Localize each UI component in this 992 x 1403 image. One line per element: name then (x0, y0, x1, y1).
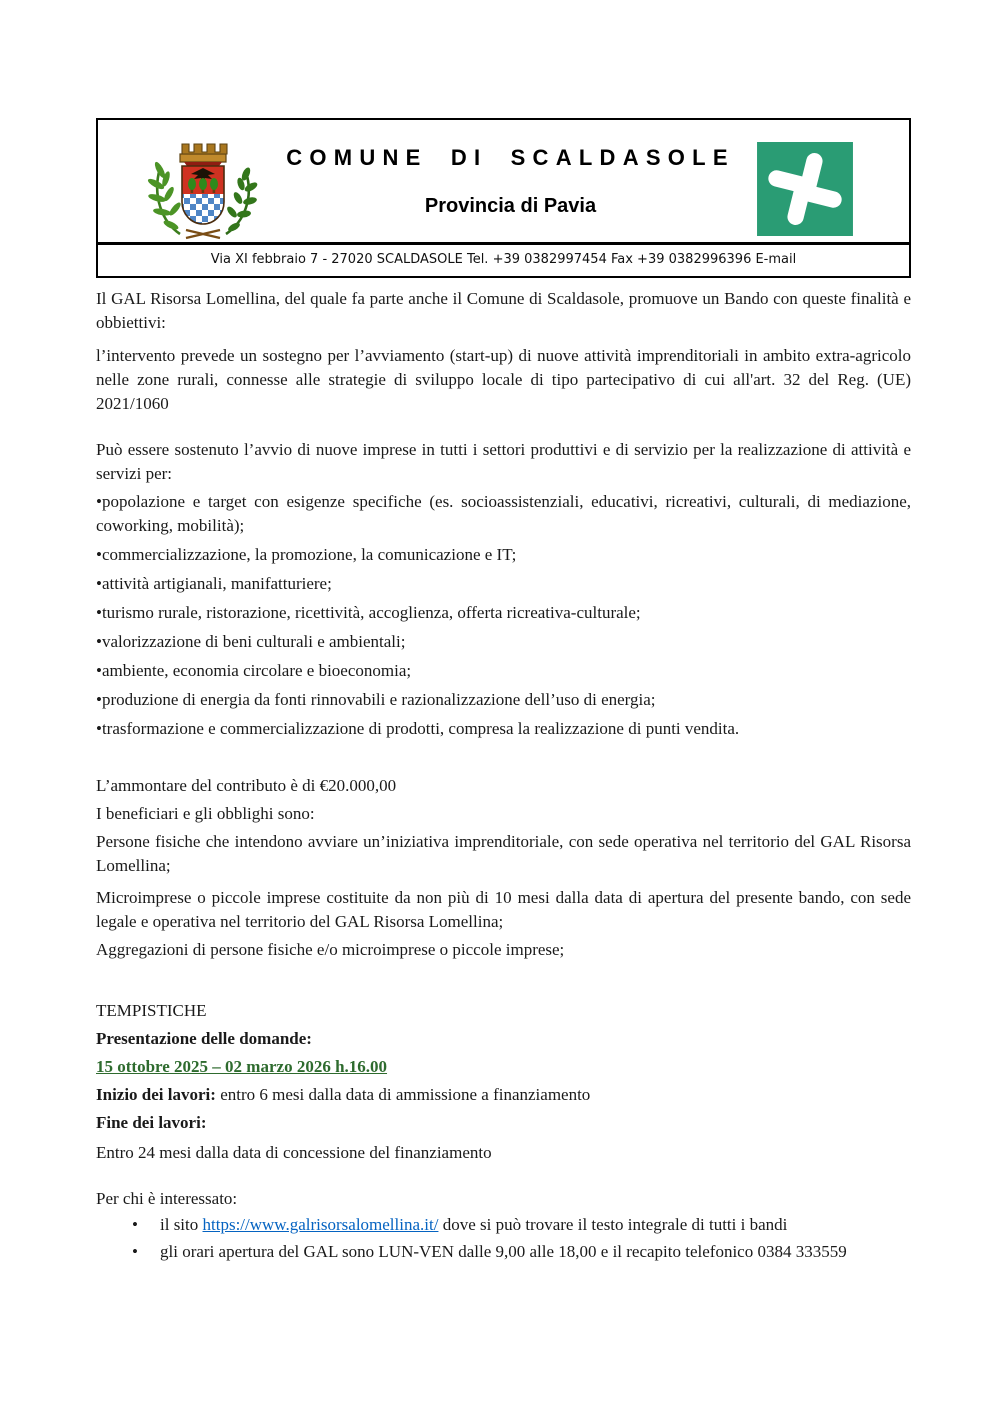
sector-bullet-item: • valorizzazione di beni culturali e ambientali; (96, 630, 911, 654)
website-list-item (96, 1213, 911, 1237)
sector-bullet-item: • commercializzazione, la promozione, la comunicazione e IT; (96, 543, 911, 567)
sector-bullet-list (96, 490, 911, 741)
crossed-stems (186, 230, 220, 238)
inizio-lavori-line (96, 1083, 911, 1107)
interested-list (96, 1213, 911, 1264)
document-body (96, 287, 911, 1264)
letterhead-main-row (98, 120, 909, 242)
letterhead (96, 118, 911, 278)
fine-lavori-text: Entro 24 mesi dalla data di concessione del finanziamento (96, 1143, 492, 1162)
tempistiche-heading: TEMPISTICHE (96, 1001, 207, 1020)
interested-section (96, 1187, 911, 1264)
letterhead-titles (264, 130, 757, 218)
spacer (96, 971, 911, 999)
fine-lavori-label: Fine dei lavori: (96, 1113, 207, 1132)
gal-website-link[interactable]: https://www.galrisorsalomellina.it/ (202, 1215, 439, 1234)
regione-lombardia-logo-icon (757, 142, 853, 236)
sector-bullet-item: • popolazione e target con esigenze specifiche (es. socioassistenziali, educativi, ricreativi, culturali, di mediazione, coworking, mobilità); (96, 490, 911, 538)
sector-bullet-item: • turismo rurale, ristorazione, ricettività, accoglienza, offerta ricreativa-culturale; (96, 601, 911, 625)
website-item-suffix: dove si può trovare il testo integrale di tutti i bandi (438, 1215, 788, 1234)
contribution-line: L’ammontare del contributo è di €20.000,00 (96, 776, 397, 795)
interested-heading: Per chi è interessato: (96, 1189, 238, 1208)
beneficiaries-intro-line: I beneficiari e gli obblighi sono: (96, 804, 315, 823)
website-item-prefix: il sito (160, 1215, 203, 1234)
commune-title: COMUNE DI SCALDASOLE (286, 145, 735, 170)
beneficiary-paragraph: Aggregazioni di persone fisiche e/o microimprese o piccole imprese; (96, 940, 565, 959)
shield (182, 166, 224, 228)
sector-bullet-item: • ambiente, economia circolare e bioeconomia; (96, 659, 911, 683)
sectors-intro-paragraph: Può essere sostenuto l’avvio di nuove imprese in tutti i settori produttivi e di servizio per la realizzazione di attività e servizi per: (96, 440, 911, 483)
municipal-coat-of-arms-icon (142, 132, 264, 253)
intervention-paragraph: l’intervento prevede un sostegno per l’avviamento (start-up) di nuove attività imprenditoriali in ambito extra-agricolo nelle zone rurali, connesse alle strategie di sviluppo locale di tipo partecipativo di cui all'art. 32 del Reg. (UE) 2021/1060 (96, 346, 911, 413)
spacer (96, 746, 911, 774)
laurel-branch-left (147, 161, 183, 234)
presentation-label: Presentazione delle domande: (96, 1029, 312, 1048)
mural-crown (180, 144, 227, 166)
intro-paragraph: Il GAL Risorsa Lomellina, del quale fa parte anche il Comune di Scaldasole, promuove un Bando con queste finalità e obbiettivi: (96, 289, 911, 332)
tree-charges (188, 178, 218, 193)
oak-branch-right (225, 166, 258, 234)
opening-hours-list-item: • gli orari apertura del GAL sono LUN-VEN dalle 9,00 alle 18,00 e il recapito telefonico 0384 333559 (96, 1240, 911, 1264)
beneficiary-paragraph: Persone fisiche che intendono avviare un’iniziativa imprenditoriale, con sede operativa nel territorio del GAL Risorsa Lomellina; (96, 832, 911, 875)
sector-bullet-item: • produzione di energia da fonti rinnovabili e razionalizzazione dell’uso di energia; (96, 688, 911, 712)
beneficiary-paragraph: Microimprese o piccole imprese costituite da non più di 10 mesi dalla data di apertura del presente bando, con sede legale e operativa nel territorio del GAL Risorsa Lomellina; (96, 888, 911, 931)
tempistiche-section (96, 999, 911, 1165)
address-line: Via XI febbraio 7 - 27020 SCALDASOLE Tel. +39 0382997454 Fax +39 0382996396 E-mail (98, 242, 909, 276)
sector-bullet-item: • attività artigianali, manifatturiere; (96, 572, 911, 596)
inizio-lavori-label: Inizio dei lavori: (96, 1085, 216, 1104)
application-window-dates: 15 ottobre 2025 – 02 marzo 2026 h.16.00 (96, 1057, 388, 1076)
province-subtitle: Provincia di Pavia (424, 195, 597, 217)
sector-bullet-item: • trasformazione e commercializzazione di prodotti, compresa la realizzazione di punti vendita. (96, 717, 911, 741)
spacer (96, 1169, 911, 1187)
inizio-lavori-text: entro 6 mesi dalla data di ammissione a finanziamento (215, 1085, 591, 1104)
